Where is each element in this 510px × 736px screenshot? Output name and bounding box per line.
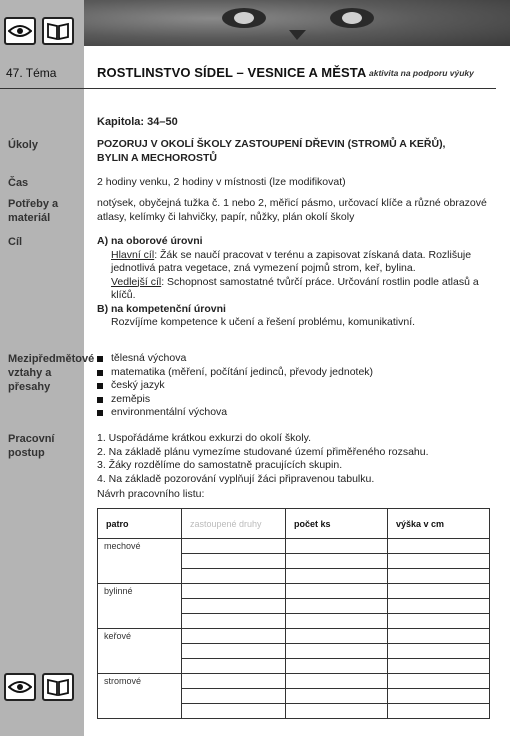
table-row bbox=[98, 584, 490, 599]
cil-block bbox=[97, 235, 492, 330]
table-header-cell: výška v cm bbox=[388, 509, 490, 539]
list-item: tělesná výchova bbox=[97, 352, 492, 366]
ukoly-text: POZORUJ V OKOLÍ ŠKOLY ZASTOUPENÍ DŘEVIN (STROMŮ A KEŘŮ), BYLIN A MECHOROSTŮ bbox=[97, 138, 446, 164]
icon-group-bottom bbox=[4, 672, 82, 702]
table-row bbox=[98, 674, 490, 689]
mezipred-list-wrap bbox=[97, 352, 492, 420]
table-header-cell: počet ks bbox=[286, 509, 388, 539]
list-item: environmentální výchova bbox=[97, 406, 492, 420]
cil-b-text: Rozvíjíme kompetence k učení a řešení problému, komunikativní. bbox=[111, 316, 416, 328]
cil-vedlejsi bbox=[97, 276, 492, 303]
mezipred-label: Mezipředmětové vztahy a přesahy bbox=[8, 353, 95, 393]
table-row bbox=[98, 539, 490, 554]
table-group-label: stromové bbox=[98, 674, 182, 719]
table-header-cell: zastoupené druhy bbox=[182, 509, 286, 539]
cil-b-heading: B) na kompetenční úrovni bbox=[97, 302, 226, 315]
table-group-label: bylinné bbox=[98, 584, 182, 629]
chapter-subtitle: aktivita na podporu výuky bbox=[369, 68, 474, 78]
table-row bbox=[98, 629, 490, 644]
cil-hlavni-text: : Žák se naučí pracovat v terénu a zapisovat získaná data. Rozlišuje jednotlivá patra vegetace, zná vymezení pojmů strom, keř, bylina. bbox=[111, 248, 472, 274]
kapitola: Kapitola: 34–50 bbox=[97, 116, 178, 128]
book-icon bbox=[42, 673, 74, 701]
mezipred-list bbox=[97, 352, 492, 420]
icon-group-top bbox=[4, 16, 82, 46]
table-group-label: keřové bbox=[98, 629, 182, 674]
book-icon bbox=[42, 17, 74, 45]
navrh-label: Návrh pracovního listu: bbox=[97, 488, 205, 500]
table-header-row bbox=[98, 509, 490, 539]
chapter-number: 47. Téma bbox=[6, 66, 57, 80]
potreby-text: notýsek, obyčejná tužka č. 1 nebo 2, měřicí pásmo, určovací klíče a různé obrazové atlasy, kelímky či lahvičky, papír, nůžky, plán okolí školy bbox=[97, 197, 487, 223]
header-rule bbox=[0, 88, 496, 89]
cas-label: Čas bbox=[8, 177, 29, 189]
table-header-cell: patro bbox=[98, 509, 182, 539]
cil-vedlejsi-label: Vedlejší cíl bbox=[111, 275, 162, 288]
cil-hlavni-label: Hlavní cíl bbox=[111, 248, 155, 261]
potreby-label: Potřeby a materiál bbox=[8, 198, 59, 224]
list-item: 3. Žáky rozdělíme do samostatně pracujících skupin. bbox=[97, 459, 343, 471]
postup-label: Pracovní postup bbox=[8, 433, 55, 459]
list-item: český jazyk bbox=[97, 379, 492, 393]
list-item: 1. Uspořádáme krátkou exkurzi do okolí školy. bbox=[97, 432, 311, 444]
cil-hlavni bbox=[97, 249, 492, 276]
chapter-title: ROSTLINSTVO SÍDEL – VESNICE A MĚSTA bbox=[97, 65, 367, 80]
list-item: matematika (měření, počítání jedinců, převody jednotek) bbox=[97, 366, 492, 380]
cil-vedlejsi-text: : Schopnost samostatné tvůrčí práce. Určování rostlin podle atlasů a klíčů. bbox=[111, 275, 479, 301]
table-group-label: mechové bbox=[98, 539, 182, 584]
cil-label: Cíl bbox=[8, 236, 23, 248]
list-item: 2. Na základě plánu vymezíme studované území přiměřeného rozsahu. bbox=[97, 445, 429, 458]
chapter-header bbox=[0, 62, 510, 88]
ukoly-label: Úkoly bbox=[8, 139, 38, 151]
cil-a-heading: A) na oborové úrovni bbox=[97, 235, 203, 247]
eye-icon bbox=[4, 17, 36, 45]
list-item: zeměpis bbox=[97, 393, 492, 407]
eye-icon bbox=[4, 673, 36, 701]
header-banner-image bbox=[84, 0, 510, 46]
postup-list bbox=[97, 432, 492, 502]
worksheet-table bbox=[97, 508, 490, 719]
list-item: 4. Na základě pozorování vyplňují žáci připravenou tabulku. bbox=[97, 472, 375, 485]
cas-text: 2 hodiny venku, 2 hodiny v místnosti (lze modifikovat) bbox=[97, 176, 346, 188]
